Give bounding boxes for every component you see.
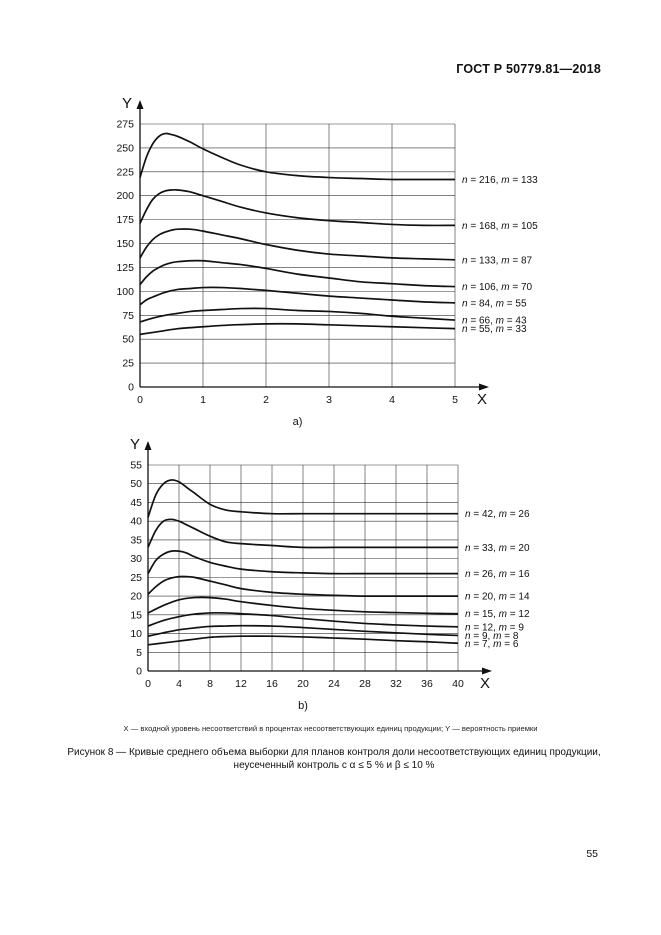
- series-label-text: = 7,: [470, 638, 494, 650]
- series-label-var: n: [465, 542, 471, 554]
- series-label-var: n: [465, 630, 471, 642]
- series-label-text: = 105: [509, 220, 538, 232]
- series-label-var: m: [501, 220, 510, 232]
- y-tick-label: 200: [116, 190, 134, 203]
- series-label-var: n: [465, 609, 471, 621]
- grid: [148, 465, 458, 671]
- figure-caption-line-1: Рисунок 8 — Кривые среднего объема выборки для планов контроля доли несоответствующих единиц продукции,: [67, 747, 601, 758]
- y-tick-label: 0: [136, 665, 142, 678]
- series-label-text: = 26: [506, 509, 530, 521]
- series-label-text: = 14: [506, 591, 530, 603]
- series-label: [465, 543, 530, 554]
- series-label-text: = 20: [506, 542, 530, 554]
- panel-label: b): [298, 700, 308, 712]
- series-label-var: n: [462, 174, 468, 186]
- x-tick-label: 16: [266, 678, 278, 690]
- y-tick-label: 275: [116, 118, 134, 131]
- x-tick-label: 12: [235, 678, 247, 690]
- series-label-text: = 106,: [467, 282, 502, 294]
- series-label-text: = 43: [503, 315, 527, 327]
- y-tick-label: 35: [130, 534, 142, 547]
- y-tick-label: 55: [130, 459, 142, 472]
- x-axis-arrow: [482, 668, 492, 675]
- x-tick-label: 4: [176, 678, 182, 690]
- series-label-var: m: [493, 638, 502, 650]
- figure-caption: [64, 746, 604, 772]
- series-label-text: = 8: [501, 630, 519, 642]
- x-tick-label: 32: [390, 678, 402, 690]
- series-label-var: m: [493, 630, 502, 642]
- x-tick-label: 0: [137, 394, 143, 406]
- y-tick-label: 100: [116, 285, 134, 298]
- series-label-text: = 133,: [467, 255, 502, 267]
- series-label: [465, 639, 519, 650]
- y-tick-label: 20: [130, 590, 142, 603]
- y-axis-label: Y: [122, 95, 133, 112]
- series-label-text: = 70: [509, 282, 533, 294]
- series-label-text: = 55: [503, 298, 527, 310]
- series-label-var: m: [495, 298, 504, 310]
- x-tick-label: 28: [359, 678, 371, 690]
- series-label-text: = 168,: [467, 220, 502, 232]
- series-label-text: = 6: [501, 638, 519, 650]
- y-axis-arrow: [145, 441, 152, 450]
- y-tick-label: 150: [116, 238, 134, 251]
- y-tick-label: 45: [130, 496, 142, 509]
- series-label-text: = 55,: [467, 324, 496, 336]
- x-tick-label: 3: [326, 394, 332, 406]
- series-label-text: = 87: [509, 255, 533, 267]
- series-label-var: m: [498, 542, 507, 554]
- x-tick-label: 40: [452, 678, 464, 690]
- y-tick-label: 10: [130, 628, 142, 641]
- series-label-var: m: [498, 569, 507, 581]
- x-tick-label: 8: [207, 678, 213, 690]
- y-tick-label: 75: [122, 309, 134, 322]
- axes-legend-note: X — входной уровень несоответствий в процентах несоответствующих единиц продукции; Y — вероятность приемки: [123, 724, 538, 733]
- series-label-var: m: [501, 255, 510, 267]
- series-label-text: = 26,: [470, 569, 499, 581]
- y-tick-label: 25: [130, 571, 142, 584]
- y-tick-label: 5: [136, 646, 142, 659]
- series-label-var: n: [465, 591, 471, 603]
- series-label-var: n: [465, 569, 471, 581]
- y-tick-label: 0: [128, 381, 134, 394]
- x-tick-label: 5: [452, 394, 458, 406]
- series-label-var: n: [465, 622, 471, 634]
- series-label-text: = 42,: [470, 509, 499, 521]
- series-label-var: m: [498, 509, 507, 521]
- y-axis-label: Y: [130, 436, 141, 453]
- y-tick-label: 25: [122, 357, 134, 370]
- series-label-var: n: [462, 315, 468, 327]
- series-label-var: m: [501, 282, 510, 294]
- y-tick-label: 175: [116, 214, 134, 227]
- series-label-text: = 33: [503, 324, 527, 336]
- series-label-text: = 15,: [470, 609, 499, 621]
- x-tick-label: 20: [297, 678, 309, 690]
- page-number: 55: [586, 848, 598, 860]
- y-tick-label: 30: [130, 553, 142, 566]
- series-label-text: = 66,: [467, 315, 496, 327]
- y-tick-label: 50: [122, 333, 134, 346]
- series-label: [465, 592, 530, 603]
- panel-label: a): [292, 416, 303, 428]
- series-label-text: = 16: [506, 569, 530, 581]
- series-label-text: = 133: [509, 174, 538, 186]
- series-label-var: n: [465, 509, 471, 521]
- y-tick-label: 15: [130, 609, 142, 622]
- y-tick-label: 50: [130, 478, 142, 491]
- series-label-text: = 12: [506, 609, 530, 621]
- series-label-var: n: [465, 638, 471, 650]
- series-label-text: = 9,: [470, 630, 494, 642]
- x-axis-label: X: [480, 675, 491, 692]
- y-tick-label: 40: [130, 515, 142, 528]
- x-tick-label: 2: [263, 394, 269, 406]
- series-label-var: m: [495, 324, 504, 336]
- series-label-var: n: [462, 255, 468, 267]
- series-label-var: m: [501, 174, 510, 186]
- x-tick-label: 24: [328, 678, 340, 690]
- y-tick-label: 125: [116, 261, 134, 274]
- series-label-var: m: [495, 315, 504, 327]
- series-label-text: = 12,: [470, 622, 499, 634]
- series-label-var: n: [462, 324, 468, 336]
- x-axis-label: X: [477, 391, 488, 408]
- series-label: [465, 569, 530, 580]
- y-tick-label: 250: [116, 142, 134, 155]
- series-label-text: = 20,: [470, 591, 499, 603]
- series-label-var: m: [498, 622, 507, 634]
- series-label-text: = 84,: [467, 298, 496, 310]
- series-label-text: = 33,: [470, 542, 499, 554]
- series-label-text: = 216,: [467, 174, 502, 186]
- y-tick-label: 225: [116, 166, 134, 179]
- x-tick-label: 1: [200, 394, 206, 406]
- series-label-text: = 9: [506, 622, 524, 634]
- series-label: [465, 509, 530, 520]
- standard-header: ГОСТ Р 50779.81—2018: [456, 62, 601, 76]
- series-label-var: n: [462, 220, 468, 232]
- series-label-var: m: [498, 609, 507, 621]
- x-tick-label: 36: [421, 678, 433, 690]
- series-label-var: n: [462, 282, 468, 294]
- figure-caption-line-2: неусеченный контроль с α ≤ 5 % и β ≤ 10 %: [233, 760, 435, 771]
- series-label-var: m: [498, 591, 507, 603]
- x-tick-label: 0: [145, 678, 151, 690]
- series-label-var: n: [462, 298, 468, 310]
- series-label: [465, 609, 530, 620]
- x-tick-label: 4: [389, 394, 395, 406]
